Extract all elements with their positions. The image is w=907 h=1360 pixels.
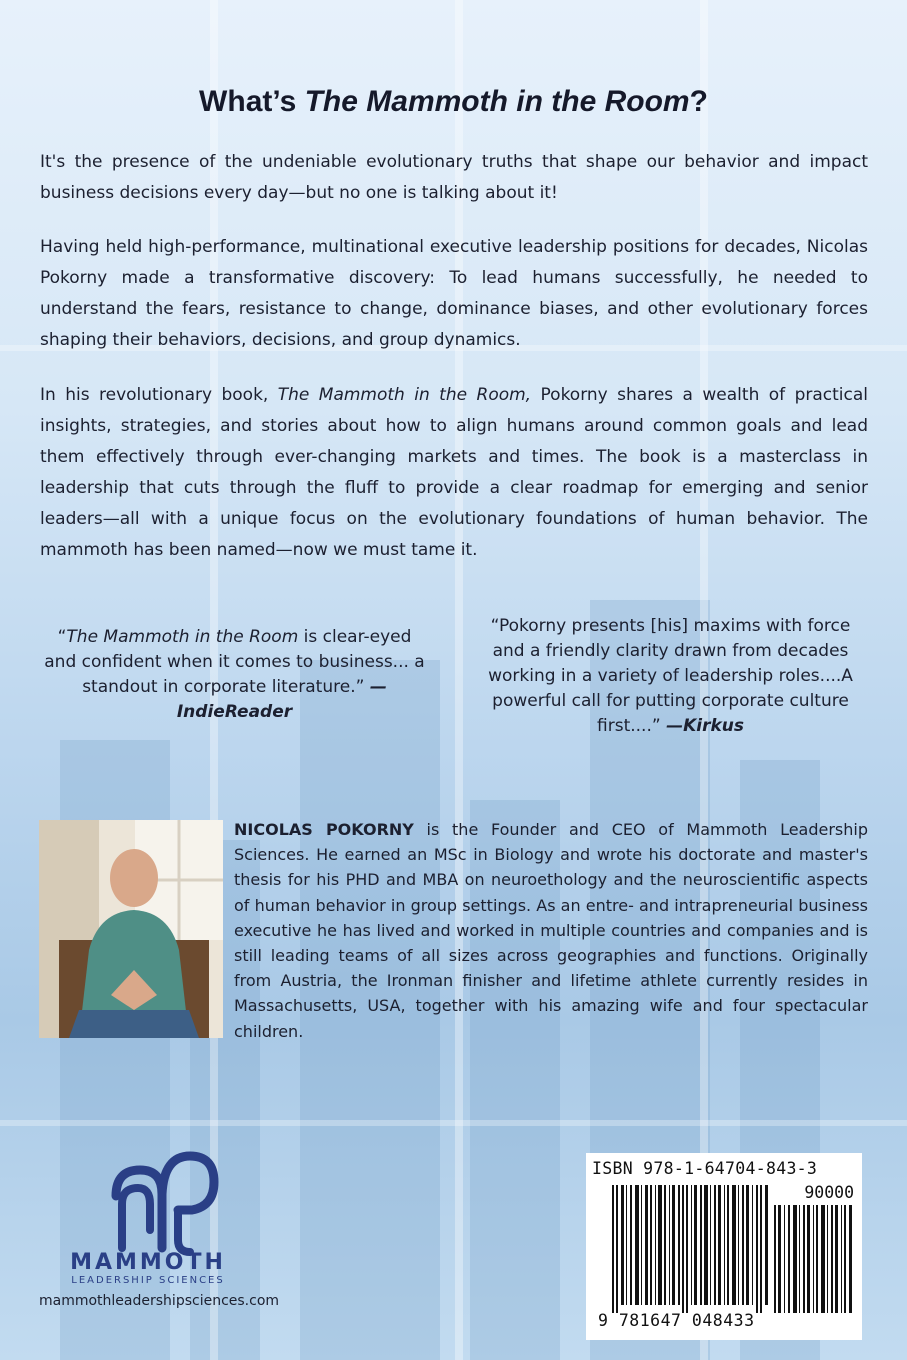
author-photo — [39, 820, 223, 1038]
isbn-barcode — [586, 1153, 862, 1340]
publisher-name: MAMMOTH — [70, 1250, 226, 1275]
mammoth-logo-icon — [104, 1148, 224, 1260]
review-quote-kirkus: “Pokorny presents [his] maxims with force and a friendly clarity drawn from decades working in a variety of leadership roles....A powerful call for putting corporate culture first....” —Kirkus — [488, 616, 853, 736]
review-quote-indiereader: “The Mammoth in the Room is clear-eyed and confident when it comes to business... a standout in corporate literature.” —IndieReader — [44, 627, 425, 722]
publisher-subtitle: LEADERSHIP SCIENCES — [71, 1275, 225, 1286]
author-bio: NICOLAS POKORNY is the Founder and CEO of Mammoth Leadership Sciences. He earned an MSc in Biology and wrote his doctorate and master's thesis for his PHD and MBA on neuroethology and the neuroscientific aspects of human behavior in group settings. As an entre- and intrapreneurial business executive he has lived and worked in multiple countries and companies and is still leading teams of all sizes across geographies and functions. Originally from Austria, the Ironman finisher and lifetime athlete currently resides in Massachusetts, USA, together with his amazing wife and four spectacular children. — [234, 820, 869, 1041]
author-portrait — [39, 820, 223, 1038]
page-title: What’s The Mammoth in the Room? — [199, 85, 708, 118]
discovery-paragraph: Having held high-performance, multinational executive leadership positions for decades, Nicolas Pokorny made a transformative discovery: To lead humans successfully, he needed to understand the fears, resistance to change, dominance biases, and other evolutionary forces shaping their behaviors, decisions, and group dynamics. — [40, 237, 868, 350]
ean-digits: 9 781647 048433 — [598, 1311, 755, 1330]
price-code: 90000 — [804, 1183, 854, 1202]
price-bars — [774, 1205, 854, 1313]
isbn-number: ISBN 978-1-64704-843-3 — [592, 1159, 818, 1178]
publisher-website-link[interactable]: mammothleadershipsciences.com — [39, 1293, 280, 1309]
intro-paragraph: It's the presence of the undeniable evolutionary truths that shape our behavior and impact business decisions every day—but no one is talking about it! — [40, 152, 868, 203]
ean-bars — [612, 1185, 770, 1313]
book-description-paragraph: In his revolutionary book, The Mammoth in the Room, Pokorny shares a wealth of practical insights, strategies, and stories about how to align humans around common goals and lead them effectively through ever-changing markets and times. The book is a masterclass in leadership that cuts through the fluff to provide a clear roadmap for emerging and senior leaders—all with a unique focus on the evolutionary foundations of human behavior. The mammoth has been named—now we must tame it. — [40, 385, 868, 560]
